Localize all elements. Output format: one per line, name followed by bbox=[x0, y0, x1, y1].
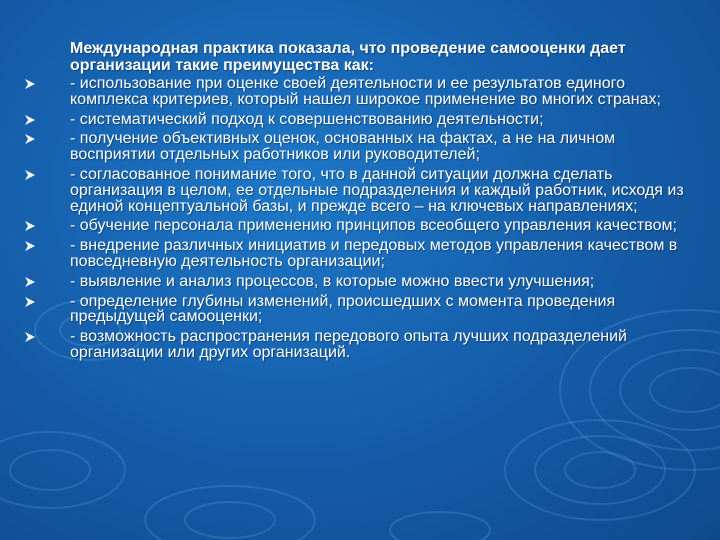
arrowhead-bullet-icon bbox=[24, 331, 36, 343]
arrowhead-bullet-icon bbox=[24, 114, 36, 126]
list-item-text: - получение объективных оценок, основанных на фактах, а не на личном восприятии отдельных работников или руководителей; bbox=[70, 130, 616, 164]
list-item bbox=[24, 112, 684, 128]
list-item-text: - обучение персонала применению принципов всеобщего управления качеством; bbox=[70, 217, 677, 235]
list-item-text: - определение глубины изменений, происшедших с момента проведения предыдущей самооценки; bbox=[70, 292, 616, 326]
list-item-text: - выявление и анализ процессов, в которые можно ввести улучшения; bbox=[70, 272, 595, 290]
slide-heading: Международная практика показала, что проведение самооценки дает организации такие преимущества как: bbox=[70, 40, 626, 74]
list-item bbox=[24, 274, 684, 290]
arrowhead-bullet-icon bbox=[24, 169, 36, 181]
arrowhead-bullet-icon bbox=[24, 240, 36, 252]
benefits-list bbox=[24, 76, 684, 365]
list-item-text: - использование при оценке своей деятельности и ее результатов единого комплекса критериев, который нашел широкое применение во многих странах; bbox=[70, 75, 661, 108]
list-item bbox=[24, 131, 684, 163]
list-item-text: - возможность распространения передового опыта лучших подразделений организации или других организаций. bbox=[70, 328, 627, 361]
list-item-text: - согласованное понимание того, что в данной ситуации должна сделать организация в целом, ее отдельные подразделения и каждый работник, исходя из единой концептуальной базы, и прежде всего – на ключевых направлениях; bbox=[70, 165, 684, 215]
list-item bbox=[24, 218, 684, 234]
arrowhead-bullet-icon bbox=[24, 220, 36, 232]
arrowhead-bullet-icon bbox=[24, 296, 36, 308]
list-item-text: - систематический подход к совершенствованию деятельности; bbox=[70, 110, 544, 128]
arrowhead-bullet-icon bbox=[24, 133, 36, 145]
list-item bbox=[24, 76, 684, 108]
list-item bbox=[24, 294, 684, 326]
list-item bbox=[24, 167, 684, 214]
arrowhead-bullet-icon bbox=[24, 78, 36, 90]
list-item bbox=[24, 329, 684, 361]
list-item-text: - внедрение различных инициатив и передовых методов управления качеством в повседневную деятельность организации; bbox=[70, 237, 678, 270]
arrowhead-bullet-icon bbox=[24, 276, 36, 288]
list-item bbox=[24, 238, 684, 270]
